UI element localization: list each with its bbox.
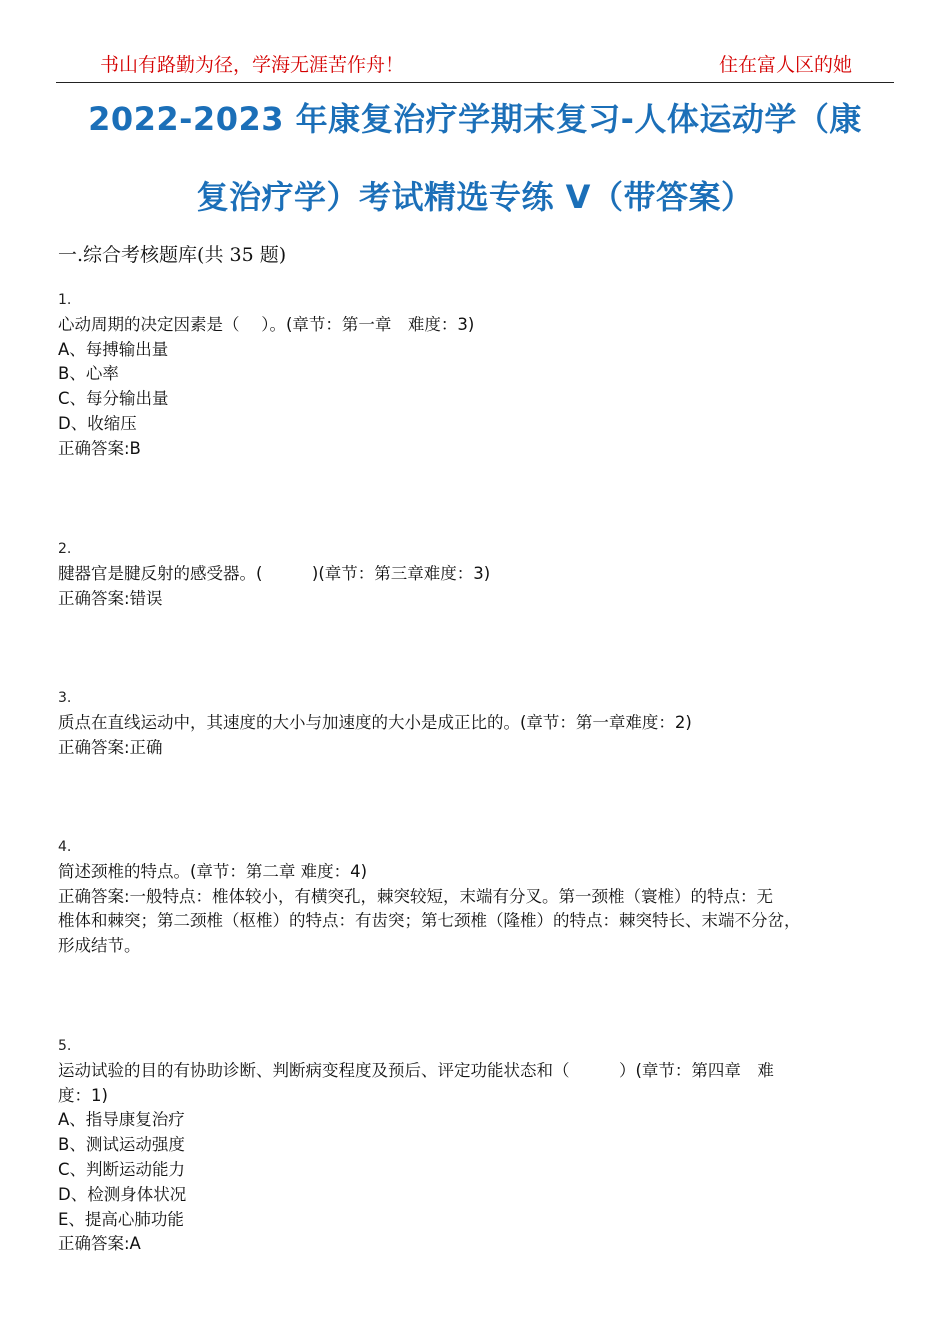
question-4: [58, 835, 894, 959]
option-a: A、指导康复治疗: [58, 1110, 185, 1130]
question-stem: 简述颈椎的特点。(章节：第二章 难度：4): [58, 861, 368, 881]
question-answer: 正确答案:错误: [58, 588, 163, 608]
question-stem: 心动周期的决定因素是（ ）。(章节：第一章 难度：3): [58, 314, 475, 334]
question-number: 2.: [58, 541, 72, 557]
option-c: C、每分输出量: [58, 389, 169, 409]
document-title: [56, 80, 894, 236]
question-1: [58, 288, 894, 462]
option-b: B、心率: [58, 364, 119, 384]
title-line-1: 2022-2023 年康复治疗学期末复习-人体运动学（康: [88, 100, 862, 138]
question-stem: 质点在直线运动中，其速度的大小与加速度的大小是成正比的。(章节：第一章难度：2): [58, 712, 692, 732]
question-number: 3.: [58, 690, 72, 706]
option-a: A、每搏输出量: [58, 339, 169, 359]
question-stem: 腱器官是腱反射的感受器。( )(章节：第三章难度：3): [58, 563, 491, 583]
question-answer-line: 正确答案:一般特点：椎体较小，有横突孔，棘突较短，末端有分叉。第一颈椎（寰椎）的特点：无: [58, 886, 774, 906]
question-answer-line: 椎体和棘突；第二颈椎（枢椎）的特点：有齿突；第七颈椎（隆椎）的特点：棘突特长、末端不分岔，: [58, 911, 801, 931]
title-line-2: 复治疗学）考试精选专练 V（带答案）: [196, 178, 754, 216]
page-header: [56, 48, 894, 80]
question-answer: 正确答案:正确: [58, 737, 163, 757]
question-number: 1.: [58, 292, 72, 308]
question-2: [58, 537, 894, 611]
option-d: D、检测身体状况: [58, 1184, 187, 1204]
option-c: C、判断运动能力: [58, 1159, 186, 1179]
option-b: B、测试运动强度: [58, 1135, 185, 1155]
question-3: [58, 686, 894, 760]
section-title: 一.综合考核题库(共 35 题): [58, 244, 287, 266]
question-number: 5.: [58, 1038, 72, 1054]
header-author: 住在富人区的她: [718, 54, 852, 76]
option-d: D、收缩压: [58, 413, 137, 433]
question-answer: 正确答案:B: [58, 438, 141, 458]
header-motto: 书山有路勤为径，学海无涯苦作舟！: [100, 54, 405, 76]
option-e: E、提高心肺功能: [58, 1209, 184, 1229]
question-stem-line: 运动试验的目的有协助诊断、判断病变程度及预后、评定功能状态和（ ）(章节：第四章 难: [58, 1060, 774, 1080]
question-number: 4.: [58, 839, 72, 855]
question-stem-line: 度：1): [58, 1085, 108, 1105]
question-5: [58, 1034, 894, 1257]
question-answer-line: 形成结节。: [58, 936, 141, 956]
question-answer: 正确答案:A: [58, 1234, 141, 1254]
